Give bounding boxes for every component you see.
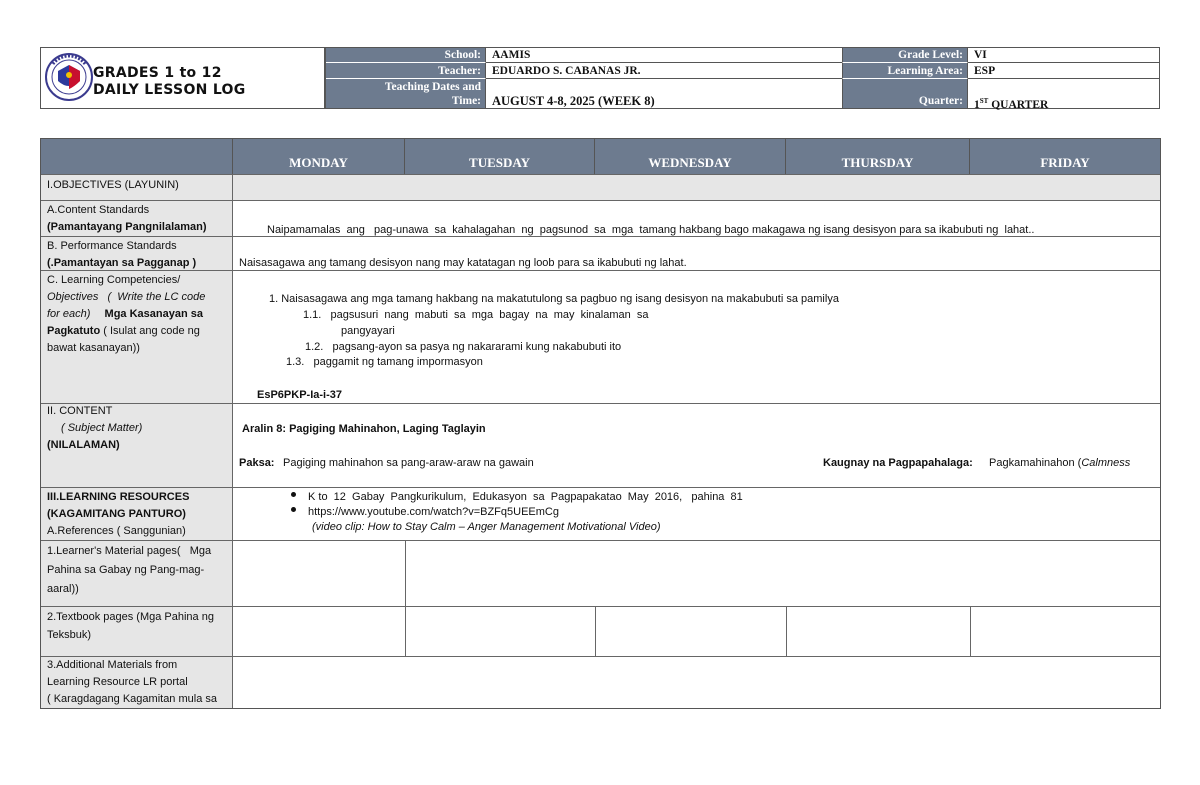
content-standards-text: Naipamamalas ang pag-unawa sa kahalagahan ng pagsunod sa mga tamang hakbang bago makagawa ng isang desisyon para sa ikabubuti ng lahat..	[267, 224, 1035, 236]
additional-materials-label	[41, 657, 217, 708]
teacher-value: EDUARDO S. CABANAS JR.	[486, 63, 842, 79]
row-divider	[41, 174, 1160, 175]
col-divider	[786, 606, 787, 656]
additional-materials-line-1: 3.Additional Materials from	[47, 659, 178, 671]
additional-materials-line-3: ( Karagdagang Kagamitan mula sa	[47, 693, 217, 705]
competency-1-2: 1.2. pagsang-ayon sa pasya ng nakararami kung nakabubuti ito	[305, 341, 622, 353]
content-line-2: ( Subject Matter)	[61, 422, 143, 434]
area-value: ESP	[968, 63, 1159, 79]
row-divider	[41, 487, 1160, 488]
header-info-table	[325, 47, 1160, 109]
day-friday: FRIDAY	[970, 139, 1160, 174]
aralin-title: Aralin 8: Pagiging Mahinahon, Laging Taglayin	[242, 423, 486, 435]
competency-code: EsP6PKP-Ia-i-37	[257, 389, 342, 401]
school-label: School:	[326, 48, 486, 63]
area-label: Learning Area:	[842, 63, 968, 79]
learners-material-label	[41, 542, 211, 599]
kaugnay-label: Kaugnay na Pagpapahalaga:	[823, 457, 973, 469]
content-line-3: (NILALAMAN)	[47, 439, 120, 451]
competencies-line-4	[47, 323, 205, 340]
title-line-2: DAILY LESSON LOG	[93, 82, 246, 98]
reference-2[interactable]: https://www.youtube.com/watch?v=BZFq5UEEmCg	[308, 506, 559, 518]
reference-3b: How to Stay Calm – Anger Management Motivational Video	[367, 521, 657, 533]
objectives-label: I.OBJECTIVES (LAYUNIN)	[47, 179, 179, 191]
textbook-pages-line-1: 2.Textbook pages (Mga Pahina ng	[47, 611, 214, 623]
learners-material-line-3: aaral))	[47, 583, 79, 595]
row-divider	[41, 236, 1160, 237]
quarter-suffix: ST	[979, 97, 989, 105]
resources-line-1: III.LEARNING RESOURCES	[47, 491, 190, 503]
competency-main: 1. Naisasagawa ang mga tamang hakbang na makatutulong sa pagbuo ng isang desisyon na makabubuti sa pamilya	[269, 293, 839, 305]
grade-value: VI	[968, 48, 1159, 63]
grade-label: Grade Level:	[842, 48, 968, 63]
reference-3a: (video clip:	[312, 521, 368, 533]
content-line-1: II. CONTENT	[47, 405, 113, 417]
reference-1: K to 12 Gabay Pangkurikulum, Edukasyon sa Pagpapakatao May 2016, pahina 81	[308, 491, 743, 503]
day-header-blank	[41, 139, 233, 174]
competencies-line-3a: for each)	[47, 308, 91, 320]
competencies-label	[41, 272, 205, 357]
dates-label-line-1: Teaching Dates and	[384, 81, 481, 93]
col-divider	[970, 606, 971, 656]
col-divider	[595, 606, 596, 656]
row-divider	[41, 200, 1160, 201]
day-thursday: THURSDAY	[786, 139, 970, 174]
teacher-label: Teacher:	[326, 63, 486, 79]
dates-value: AUGUST 4-8, 2025 (WEEK 8)	[492, 94, 655, 108]
day-header-row	[41, 139, 1160, 174]
dates-label	[326, 79, 486, 108]
competency-1-1-cont: pangyayari	[341, 325, 395, 337]
lesson-log-table	[40, 138, 1161, 709]
competencies-line-3b: Mga Kasanayan sa	[104, 308, 203, 320]
resources-line-2: (KAGAMITANG PANTURO)	[47, 508, 186, 520]
row-divider	[41, 270, 1160, 271]
objectives-row-bg	[232, 174, 1160, 200]
paksa-text: Pagiging mahinahon sa pang-araw-araw na gawain	[283, 457, 534, 469]
quarter-text: QUARTER	[988, 98, 1049, 111]
competencies-line-4b: ( Isulat ang code ng	[100, 325, 200, 337]
kaugnay-text	[989, 457, 1130, 469]
competencies-line-5: bawat kasanayan))	[47, 342, 140, 354]
kaugnay-value: Pagkamahinahon (	[989, 457, 1082, 469]
day-tuesday: TUESDAY	[405, 139, 595, 174]
content-label	[41, 403, 142, 454]
school-value: AAMIS	[486, 48, 842, 63]
performance-standards-line-1: B. Performance Standards	[47, 240, 177, 252]
kaugnay-value-italic: Calmness	[1081, 457, 1131, 469]
textbook-pages-line-2: Teksbuk)	[47, 629, 92, 641]
competency-1-3: 1.3. paggamit ng tamang impormasyon	[286, 356, 483, 368]
title-line-1: GRADES 1 to 12	[93, 65, 222, 81]
quarter-label: Quarter:	[842, 79, 968, 108]
competencies-line-1: C. Learning Competencies/	[47, 274, 181, 286]
row-divider	[41, 606, 1160, 607]
col-divider	[232, 174, 233, 708]
dates-label-line-2: Time:	[451, 95, 481, 107]
learners-material-line-1: 1.Learner's Material pages( Mga	[47, 545, 212, 557]
resources-line-3: A.References ( Sanggunian)	[47, 525, 186, 537]
quarter-number: 1	[974, 98, 980, 111]
bullet-icon	[291, 507, 296, 512]
content-standards-line-2: (Pamantayang Pangnilalaman)	[47, 221, 207, 233]
competency-1-1: 1.1. pagsusuri nang mabuti sa mga bagay na may kinalaman sa	[303, 309, 649, 321]
learners-material-line-2: Pahina sa Gabay ng Pang-mag-	[47, 564, 205, 576]
row-divider	[41, 403, 1160, 404]
bullet-icon	[291, 492, 296, 497]
row-divider	[41, 540, 1160, 541]
deped-seal-icon	[44, 51, 94, 103]
performance-standards-text: Naisasagawa ang tamang desisyon nang may katatagan ng loob para sa ikabubuti ng lahat.	[239, 257, 687, 269]
performance-standards-label	[41, 238, 196, 272]
day-monday: MONDAY	[233, 139, 405, 174]
textbook-pages-label	[41, 608, 214, 644]
header-title-box	[40, 47, 325, 109]
day-wednesday: WEDNESDAY	[595, 139, 786, 174]
competencies-line-4a: Pagkatuto	[47, 325, 101, 337]
performance-standards-line-2: (.Pamantayan sa Pagganap )	[47, 257, 197, 269]
quarter-value	[968, 79, 1159, 111]
resources-label	[41, 489, 189, 540]
col-divider	[405, 540, 406, 656]
reference-3	[312, 521, 661, 533]
additional-materials-line-2: Learning Resource LR portal	[47, 676, 188, 688]
competencies-line-3	[47, 306, 205, 323]
content-standards-line-1: A.Content Standards	[47, 204, 150, 216]
competencies-line-2: Objectives ( Write the LC code	[47, 291, 206, 303]
paksa-label: Paksa:	[239, 457, 275, 469]
reference-3c: )	[656, 521, 661, 533]
content-standards-label	[41, 202, 207, 236]
